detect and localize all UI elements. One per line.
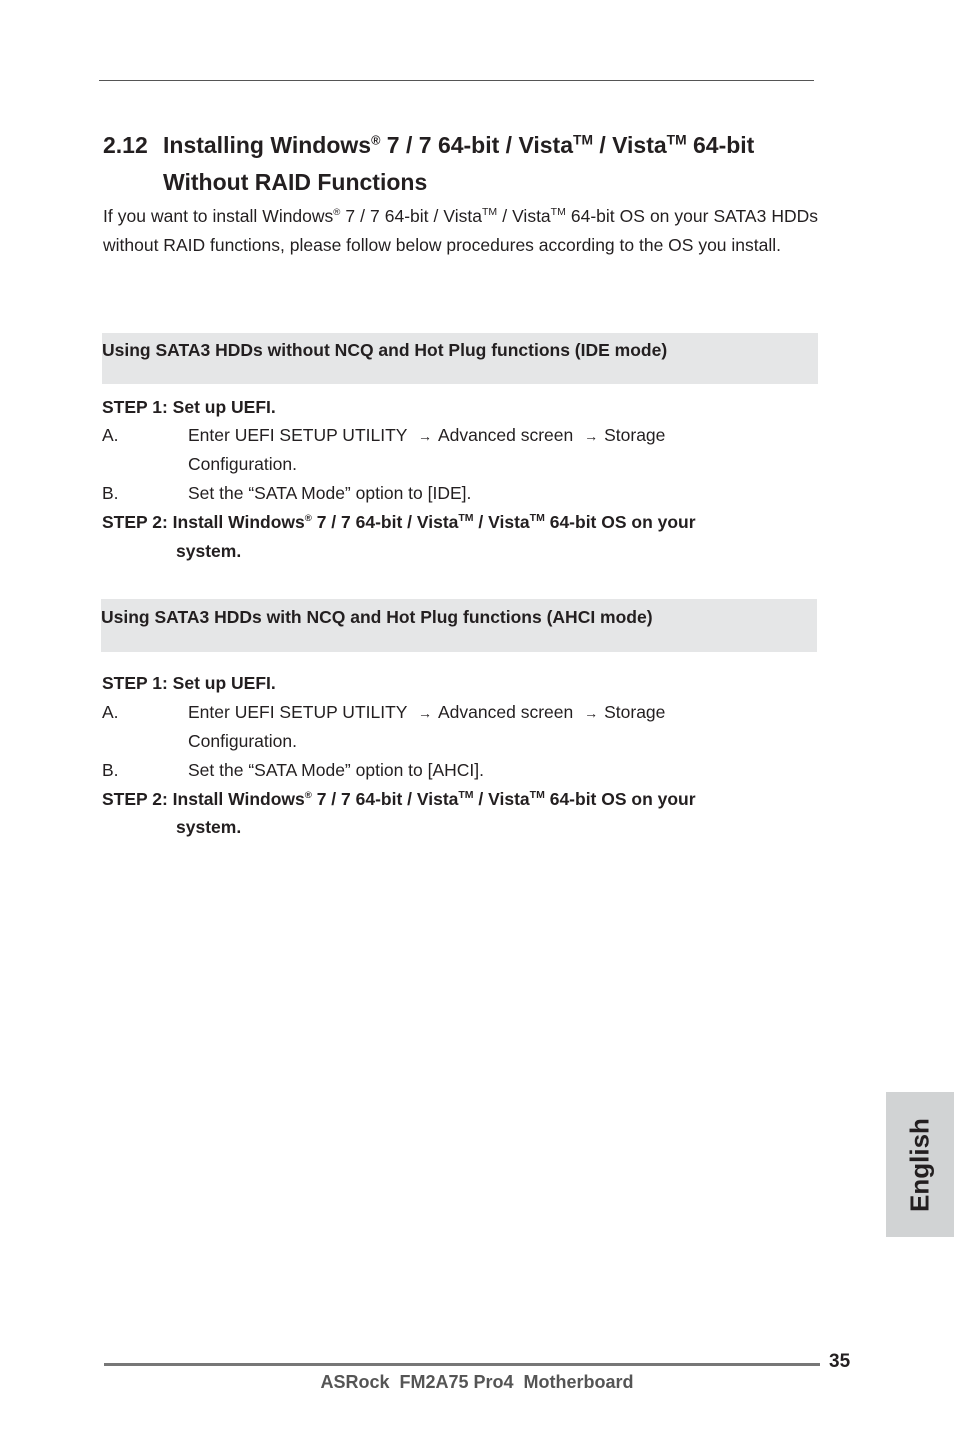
intro-paragraph: If you want to install Windows® 7 / 7 64-bit / Vista™ / Vista™ 64-bit OS on your SATA3 HDDs without RAID functions, please follow below procedures according to the OS you install. [103, 206, 818, 255]
trademark-mark: TM [573, 132, 593, 148]
ahci-item-b-letter: B. [102, 760, 119, 780]
section-title: 2.12 Installing Windows® 7 / 7 64-bit / Vista™ / Vista™ 64-bit [103, 132, 755, 158]
ide-item-a-letter: A. [102, 425, 119, 445]
ahci-item-a-text-line2: Configuration. [188, 731, 297, 751]
ahci-heading-band [101, 599, 817, 652]
ide-heading: Using SATA3 HDDs without NCQ and Hot Plug functions (IDE mode) [102, 340, 668, 360]
language-tab-label: English [904, 1117, 935, 1212]
arrow-right-icon: → [418, 705, 432, 721]
ahci-item-a-letter: A. [102, 702, 119, 722]
ahci-step2-line2: system. [176, 817, 242, 837]
ide-step1: STEP 1: Set up UEFI. [102, 397, 276, 417]
ide-step2: STEP 2: Install Windows® 7 / 7 64-bit / Vista™ / Vista™ 64-bit OS on your [102, 512, 696, 532]
ide-item-b-text: Set the “SATA Mode” option to [IDE]. [188, 483, 472, 503]
ahci-heading: Using SATA3 HDDs with NCQ and Hot Plug functions (AHCI mode) [101, 607, 653, 627]
ide-item-a-text: Enter UEFI SETUP UTILITY → Advanced screen → Storage [188, 425, 666, 445]
section-title-line2: Without RAID Functions [163, 169, 428, 195]
registered-mark: ® [371, 133, 381, 148]
arrow-right-icon: → [418, 428, 432, 444]
page-number: 35 [829, 1351, 851, 1372]
footer-product: ASRock FM2A75 Pro4 Motherboard [320, 1372, 634, 1392]
ahci-step2: STEP 2: Install Windows® 7 / 7 64-bit / Vista™ / Vista™ 64-bit OS on your [102, 789, 696, 809]
ahci-item-a-text: Enter UEFI SETUP UTILITY → Advanced screen → Storage [188, 702, 666, 722]
ahci-step1: STEP 1: Set up UEFI. [102, 673, 276, 693]
ide-item-a-text-line2: Configuration. [188, 454, 297, 474]
language-tab [886, 1092, 954, 1237]
trademark-mark: TM [666, 132, 687, 148]
ahci-item-b-text: Set the “SATA Mode” option to [AHCI]. [188, 760, 485, 780]
ide-step2-line2: system. [176, 541, 242, 561]
top-rule [99, 80, 814, 81]
bottom-rule [104, 1363, 820, 1366]
arrow-right-icon: → [584, 428, 599, 444]
arrow-right-icon: → [584, 705, 599, 721]
section-number: 2.12 [103, 132, 148, 158]
ide-item-b-letter: B. [102, 483, 119, 503]
ide-heading-band [102, 333, 818, 384]
